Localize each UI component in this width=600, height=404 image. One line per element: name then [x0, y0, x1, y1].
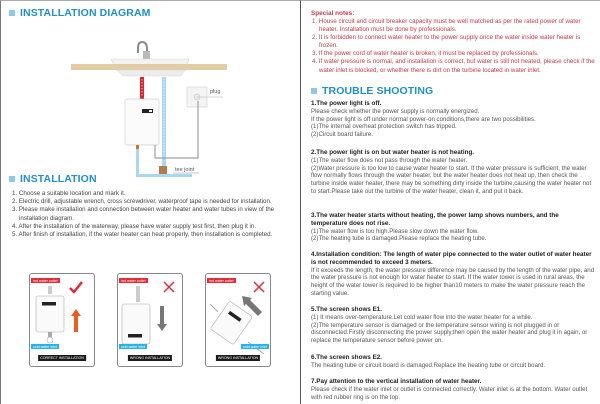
plug-label: plug: [210, 89, 221, 95]
troubleshooting-question: 6.The screen shows E2.: [311, 354, 383, 361]
troubleshooting-answer: (2)Circuit board failure.: [311, 131, 373, 139]
troubleshooting-item: [311, 354, 596, 370]
tee-joint-icon: [159, 166, 167, 174]
heading-square-icon: [311, 88, 317, 94]
troubleshooting-item: [311, 251, 596, 298]
troubleshooting-question: 4.Installation condition: The length of water pipe connected to the water outlet of water heater is not recommended to exceed 3 meters.: [311, 251, 592, 266]
troubleshooting-answer: (1)The water flow does not pass through the water heater.: [311, 156, 468, 164]
installation-step: 1. Choose a suitable location and mark it.: [12, 190, 126, 197]
heading-square-icon: [9, 176, 15, 182]
troubleshooting-heading: [311, 85, 433, 97]
installation-diagram-title: INSTALLATION DIAGRAM: [20, 7, 151, 19]
cross-icon: [164, 282, 174, 292]
special-note: 3. If the power cord of water heater is broken, it must be replaced by professionals.: [312, 50, 539, 58]
troubleshooting-title: TROUBLE SHOOTING: [322, 85, 434, 97]
installation-step: 5. After finish of installation, if the water heater can heat properly, then installation is completed.: [12, 231, 273, 239]
arrow-up-icon: [71, 309, 81, 332]
correct-installation-card: [29, 273, 95, 367]
troubleshooting-answer: (2)The heating tube is damaged.Please replace the heating tube.: [311, 235, 487, 243]
troubleshooting-answer: (1)The internal overheat protection switch has tripped.: [311, 123, 457, 131]
installation-diagram: [1, 21, 301, 173]
special-note: 2. It is forbidden to connect water heater to the power supply once the water inside water heater is frozen.: [312, 34, 581, 50]
troubleshooting-answer: (1)The water flow is too high.Please slow down the water flow.: [311, 227, 479, 235]
special-note: 4. If water pressure is normal, and installation is correct, but water is still not heated, please check if the water inlet is blocked, or whether there is dirt on the turbine located in water inlet.: [312, 58, 595, 74]
tee-joint-label: tee joint: [175, 167, 195, 173]
heater-icon: [210, 301, 252, 345]
troubleshooting-question: 5.The screen shows E1.: [311, 306, 383, 313]
troubleshooting-answer: (2)Water pressure is too low to cause water heater to start. If the water pressure is sufficient, the water flow normally flows through the water heater, but the water heater does not heat up, then check the turbine inside water heater, there may be something dirty inside the turbine,causing the water heater not to start.Please take out the turbine of the water heater, clean it, and put it back.: [311, 164, 592, 195]
troubleshooting-item: [311, 100, 596, 139]
card-caption: CORRECT INSTALLATION: [40, 356, 84, 360]
sink-bottom: [117, 70, 185, 76]
heading-square-icon: [9, 10, 15, 16]
power-cord: [155, 101, 198, 158]
troubleshooting-answer: Please check if the water inlet or outlet is connected correctly. Water inlet is at the bottom. Water outlet with red rubber ring is on the top.: [311, 385, 588, 401]
troubleshooting-item: [311, 212, 596, 243]
troubleshooting-answer: If it exceeds the length, the water pressure difference may be caused by the length of the water pipe, and the water pressure is not enough for water heater to start. If the water tower is used in rural areas, the height of the water tower is required to be higher than10 meters to make the water pressure reach the starting value.: [311, 266, 595, 297]
wrong-installation-card-tilted: [205, 273, 271, 367]
troubleshooting-question: 3.The water heater starts without heating, the power lamp shows numbers, and the temperature does not rise.: [311, 212, 559, 227]
card-caption: WRONG INSTALLATION: [129, 356, 171, 360]
troubleshooting-item: [311, 378, 596, 401]
troubleshooting-question: 7.Pay attention to the vertical installation of water heater.: [311, 378, 482, 385]
installation-diagram-heading: [9, 7, 151, 19]
countertop: [71, 64, 227, 70]
heater-icon: [36, 296, 64, 332]
checkmark-icon: [70, 282, 82, 292]
troubleshooting-item: [311, 149, 596, 196]
right-page: [300, 0, 600, 404]
water-heater-unit: [125, 99, 159, 145]
troubleshooting-answer: (1) It means over-temperature.Let cold water flow into the water heater for a while.: [311, 313, 533, 321]
hot-water-outlet-label: hot water outlet: [33, 278, 58, 283]
installation-steps: [9, 190, 294, 239]
troubleshooting-answer: Please check whether the power supply is normally energized.: [311, 107, 480, 115]
installation-step: 2. Electric drill, adjustable wrench, cross screwdriver, waterproof tape is needed for installation.: [12, 198, 272, 206]
troubleshooting-question: 1.The power light is off.: [311, 100, 382, 107]
heater-icon: [122, 304, 150, 344]
installation-step: 4. After the installation of the waterway, please have water supply test first, then plug it in.: [12, 222, 257, 230]
troubleshooting-answer: (2)The temperature sensor is damaged or the temperature sensor wiring is not plugged in or disconnected.Firstly disconnecting the power supply,then open the water heater and plug it in again, or replace the temperature sensor before power on.: [311, 321, 588, 345]
troubleshooting-question: 2.The power light is on but water heater is not heating.: [311, 149, 475, 156]
hot-water-outlet-label: hot water outlet: [209, 278, 234, 283]
troubleshooting-answer: The heating tube or circuit board is damaged.Replace the heating tube or circuit board.: [311, 361, 546, 369]
installation-orientation-cards: [1, 271, 301, 401]
cold-water-inlet-label: cold water inlet: [121, 344, 145, 349]
installation-heading: [9, 173, 97, 185]
special-note: 1. House circuit and circuit breaker capacity must be well matched as per the rated power of water heater. Installation must be done by professionals.: [312, 18, 581, 34]
cross-icon: [254, 282, 264, 292]
installation-step: 3. Please make installation and connection between water heater and water tubes in view of the installation diagram.: [12, 206, 275, 222]
card-caption: WRONG INSTALLATION: [217, 356, 259, 360]
troubleshooting-item: [311, 306, 596, 345]
arrow-down-icon: [157, 306, 167, 331]
installation-title: INSTALLATION: [20, 173, 97, 185]
hot-water-outlet-label: hot water outlet: [121, 278, 146, 283]
cold-water-inlet-label: cold water inlet: [33, 344, 57, 349]
wrong-installation-card-inverted: [117, 273, 183, 367]
troubleshooting-answer: If the power light is off under normal power-on conditions,there are two possibilities.: [311, 115, 536, 123]
cold-water-inlet-label: cold water inlet: [243, 344, 267, 349]
special-notes-title: Special notes：: [311, 10, 359, 17]
special-notes: [311, 9, 596, 75]
